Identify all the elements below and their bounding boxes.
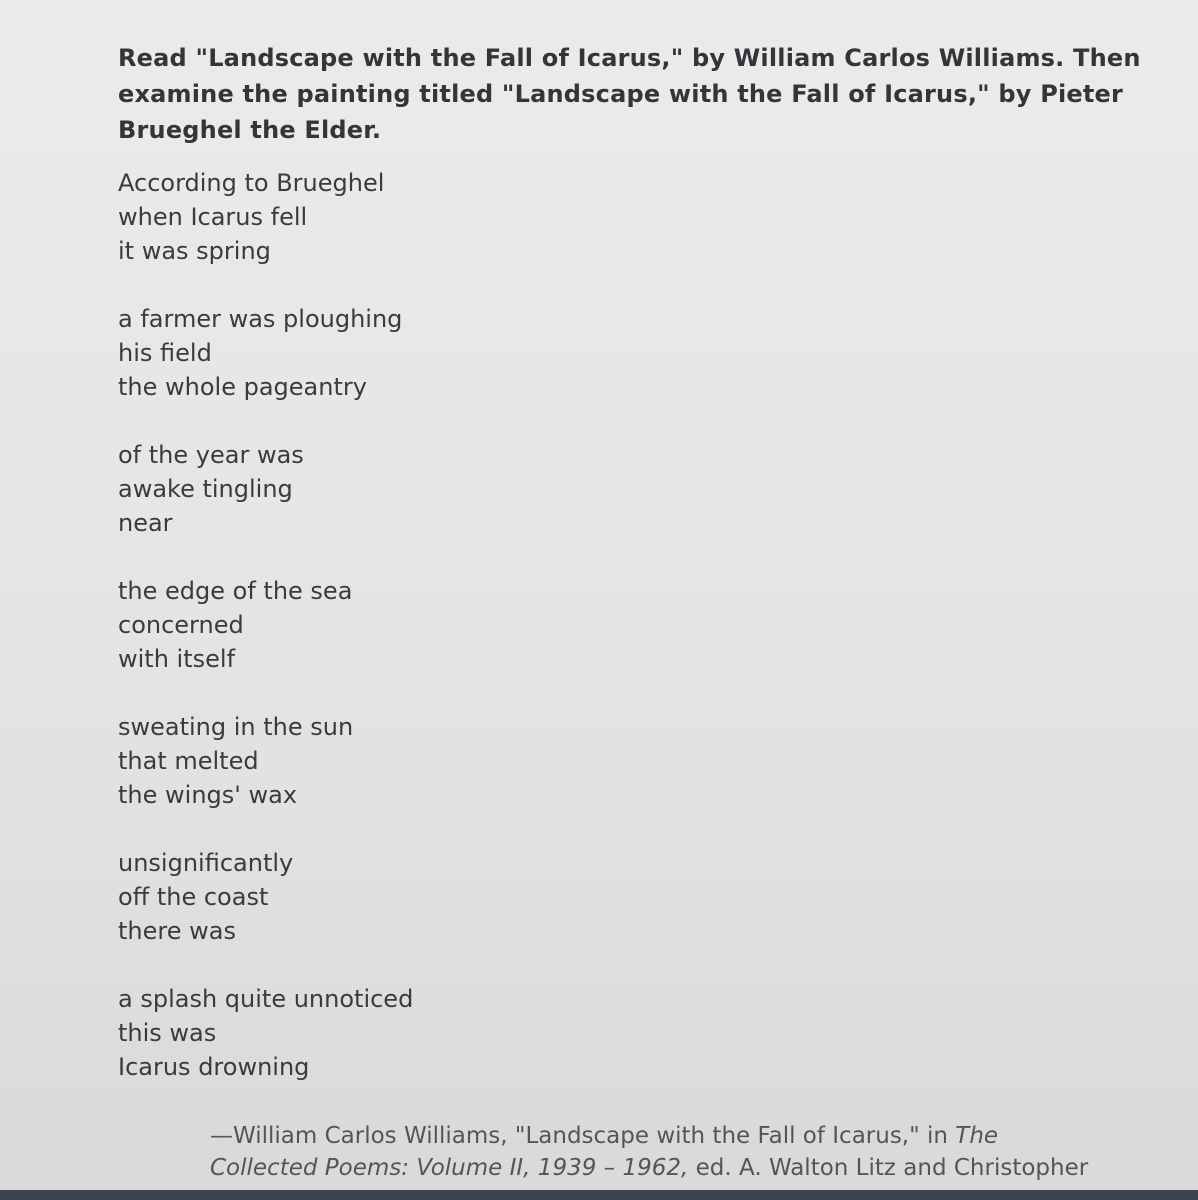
poem-line: near: [118, 509, 173, 537]
poem-stanza: [118, 302, 1188, 404]
poem-line: a splash quite unnoticed: [118, 985, 414, 1013]
poem-line: unsignificantly: [118, 849, 294, 877]
citation-text: —William Carlos Williams, "Landscape with the Fall of Icarus," in: [210, 1123, 956, 1149]
citation-line-2: [210, 1152, 1190, 1184]
poem-stanza: [118, 846, 1188, 948]
citation-title-part: Collected Poems: Volume II, 1939 – 1962,: [210, 1155, 689, 1181]
instructions-text: Read "Landscape with the Fall of Icarus," by William Carlos Williams. Then examine the painting titled "Landscape with the Fall of Icarus," by Pieter Brueghel the Elder.: [118, 44, 1141, 144]
poem-line: there was: [118, 917, 236, 945]
poem-line: the edge of the sea: [118, 577, 353, 605]
citation-line-1: [210, 1120, 1190, 1152]
poem-line: this was: [118, 1019, 217, 1047]
poem-line: his field: [118, 339, 212, 367]
poem-stanza: [118, 982, 1188, 1084]
poem-line: that melted: [118, 747, 259, 775]
poem-citation: [210, 1120, 1190, 1184]
citation-title-part: The: [955, 1123, 999, 1149]
poem-line: awake tingling: [118, 475, 293, 503]
poem-line: with itself: [118, 645, 236, 673]
poem-line: Icarus drowning: [118, 1053, 310, 1081]
poem-line: when Icarus fell: [118, 203, 308, 231]
poem-line: it was spring: [118, 237, 271, 265]
poem-stanza: [118, 710, 1188, 812]
poem-stanza: [118, 166, 1188, 268]
poem-line: a farmer was ploughing: [118, 305, 403, 333]
poem-stanza: [118, 574, 1188, 676]
poem-stanza: [118, 438, 1188, 540]
poem-line: sweating in the sun: [118, 713, 354, 741]
poem: [118, 166, 1188, 1084]
poem-line: concerned: [118, 611, 244, 639]
poem-line: of the year was: [118, 441, 304, 469]
poem-line: the wings' wax: [118, 781, 298, 809]
poem-line: the whole pageantry: [118, 373, 367, 401]
question-content: [118, 40, 1188, 1118]
poem-line: off the coast: [118, 883, 269, 911]
citation-text: ed. A. Walton Litz and Christopher: [688, 1155, 1089, 1181]
poem-line: According to Brueghel: [118, 169, 385, 197]
screen-bottom-bar: [0, 1190, 1198, 1200]
